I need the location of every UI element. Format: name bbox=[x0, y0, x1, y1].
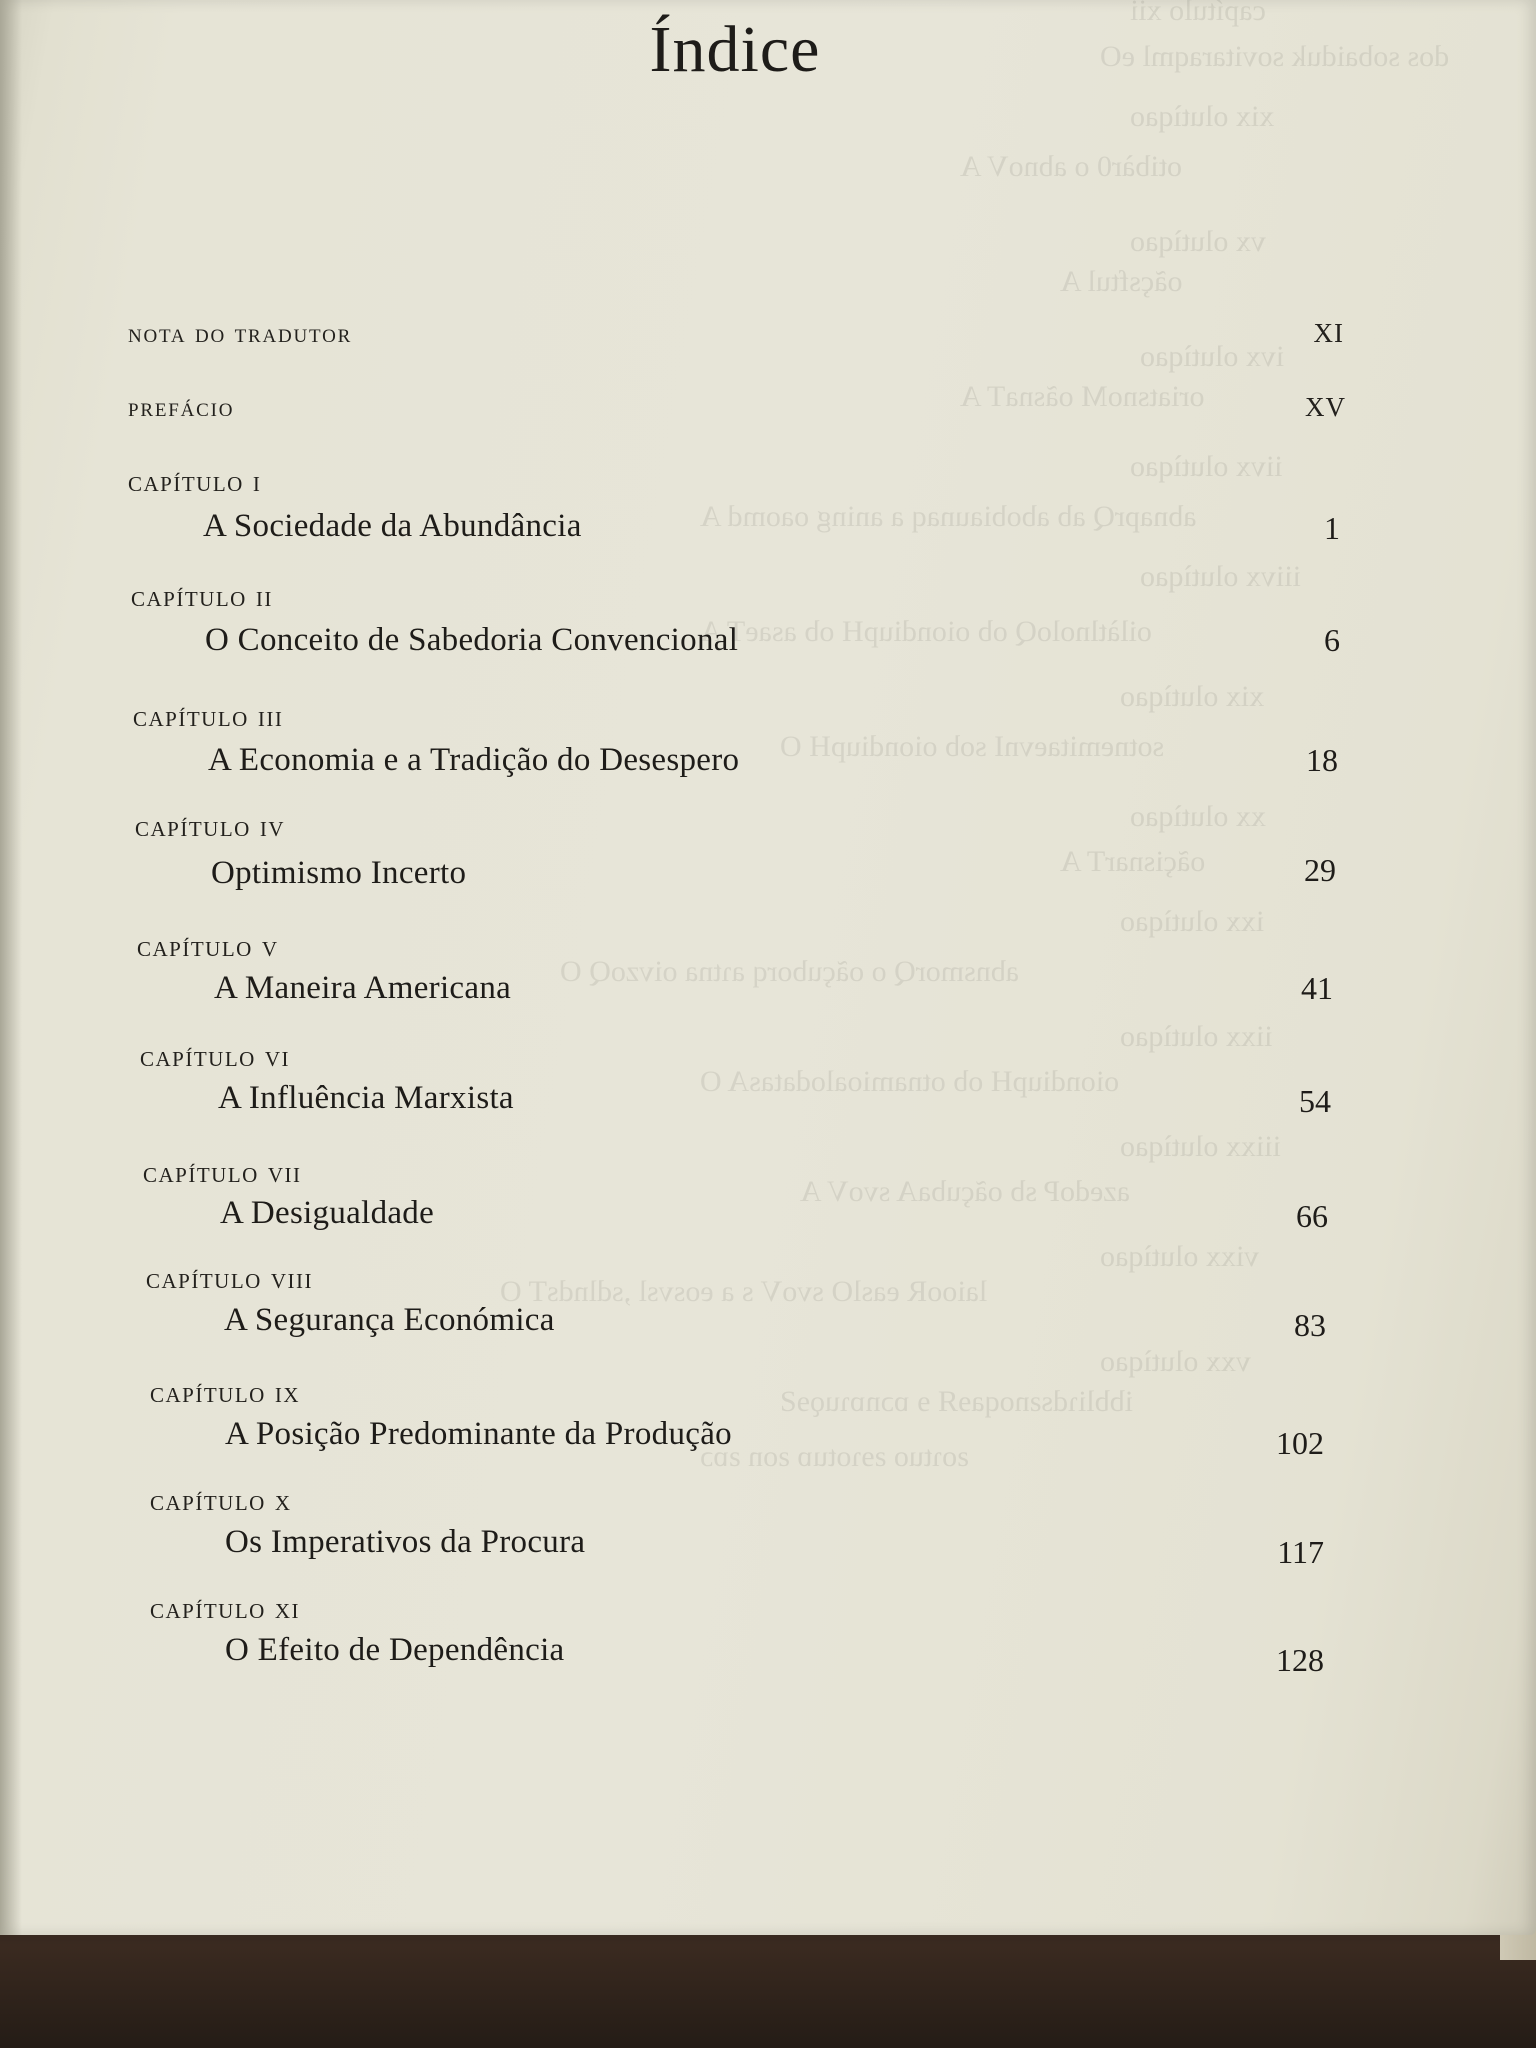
toc-page-preface: XV bbox=[1305, 392, 1346, 422]
toc-label-translator-note: nota do tradutor bbox=[128, 318, 353, 348]
chapter-label: capítulo v bbox=[137, 930, 279, 963]
chapter-title: O Conceito de Sabedoria Convencional bbox=[205, 622, 739, 658]
chapter-title: A Segurança Económica bbox=[224, 1302, 555, 1338]
chapter-page-number: 54 bbox=[1299, 1083, 1331, 1119]
chapter-label: capítulo i bbox=[128, 465, 262, 498]
toc-label-preface: prefácio bbox=[128, 392, 235, 422]
chapter-label: capítulo xi bbox=[150, 1592, 300, 1625]
chapter-label: capítulo x bbox=[150, 1484, 292, 1517]
chapter-page-number: 66 bbox=[1296, 1198, 1328, 1234]
chapter-title: A Influência Marxista bbox=[218, 1080, 514, 1116]
toc-page-translator-note: XI bbox=[1313, 318, 1344, 348]
chapter-title: Optimismo Incerto bbox=[211, 855, 467, 891]
chapter-page-number: 18 bbox=[1306, 742, 1338, 778]
chapter-page-number: 6 bbox=[1324, 622, 1340, 658]
chapter-label: capítulo iii bbox=[133, 700, 284, 733]
chapter-label: capítulo ii bbox=[131, 580, 273, 613]
chapter-page-number: 117 bbox=[1277, 1534, 1324, 1570]
chapter-label: capítulo vi bbox=[140, 1040, 290, 1073]
chapter-page-number: 83 bbox=[1294, 1307, 1326, 1343]
chapter-label: capítulo viii bbox=[146, 1262, 313, 1295]
chapter-title: A Economia e a Tradição do Desespero bbox=[208, 742, 740, 778]
chapter-title: A Posição Predominante da Produção bbox=[225, 1416, 732, 1452]
chapter-page-number: 29 bbox=[1304, 852, 1336, 888]
chapter-page-number: 1 bbox=[1324, 510, 1340, 546]
chapter-page-number: 128 bbox=[1276, 1642, 1324, 1678]
chapter-page-number: 102 bbox=[1276, 1425, 1324, 1461]
chapter-label: capítulo iv bbox=[135, 810, 285, 843]
chapter-title: O Efeito de Dependência bbox=[225, 1632, 565, 1668]
chapter-label: capítulo ix bbox=[150, 1376, 300, 1409]
page-title: Índice bbox=[649, 13, 821, 86]
chapter-title: A Maneira Americana bbox=[214, 970, 512, 1006]
chapter-label: capítulo vii bbox=[143, 1156, 302, 1189]
chapter-title: A Sociedade da Abundância bbox=[203, 508, 582, 544]
binding-shadow bbox=[0, 0, 22, 1935]
chapter-page-number: 41 bbox=[1301, 970, 1333, 1006]
bleed-through-texture: capítulo xii dos sobaiduk sovitaraqml eO xix olutìqao otibàr0 o abnoV A vx olutìqao oãçsftul A ivx olutìqao oriatsnoM oãsnaT A iivx olutìqao abnaprQ ab abobiaunaq a aning oaomd A iiivx olutìqao oilàtlnoloQ ob oiondiupH ob asaeT A xix olutìqao sotnemitaevnI sob oiondiupH O xx olutìqao oãçisnarT A ixx olutìqao abnsmorQ o oãçuborq aɿtna oivzoQ O iixx olutìqao oiondiupH ob otnamioalodatasA O iiixx olutìqao azedoP sb oãçubaA svoV A vixx olutìqao laiooR easlO svoV s a eosvsl ,sdlndsT O vxx olutìqao ibbliɿdsƨnoqaɘЯ ɘ ɒɔnɒɿuǫɘƧ ƨoɿtuo ƨɘɿotuɒ ƨon ƨɒɔ bbox=[500, 0, 1450, 1473]
chapter-title: A Desigualdade bbox=[220, 1195, 435, 1231]
chapter-title: Os Imperativos da Procura bbox=[225, 1524, 586, 1560]
